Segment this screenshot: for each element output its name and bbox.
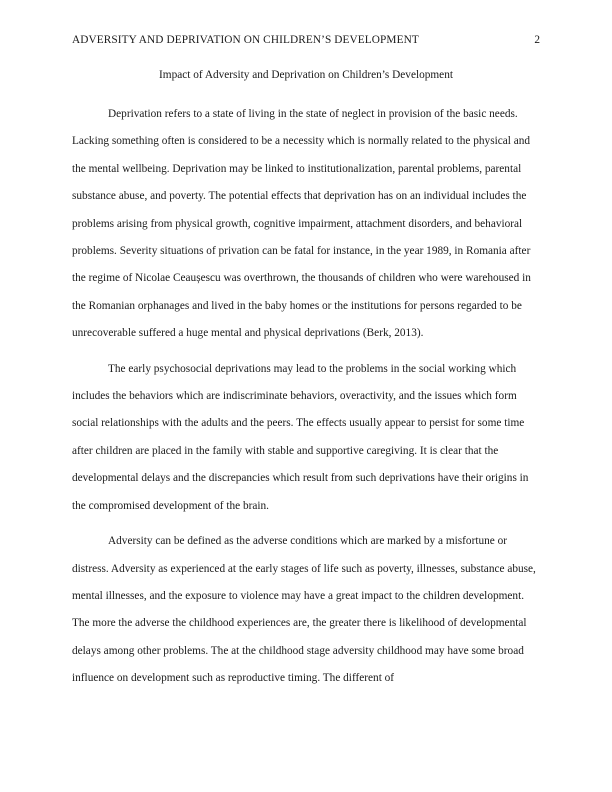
document-title: Impact of Adversity and Deprivation on Children’s Development bbox=[159, 69, 453, 81]
paragraph-psychosocial-deprivation: The early psychosocial deprivations may lead to the problems in the social working which includes the behaviors which are indiscriminate behaviors, overactivity, and the issues which form social relationships with the adults and the peers. The effects usually appear to persist for some time after children are placed in the family with stable and supportive caregiving. It is clear that the developmental delays and the discrepancies which result from such deprivations have their origins in the compromised development of the brain. bbox=[72, 362, 529, 512]
paragraph-adversity: Adversity can be defined as the adverse conditions which are marked by a misfortune or distress. Adversity as experienced at the early stages of life such as poverty, illnesses, substance abuse, mental illnesses, and the exposure to violence may have a great impact to the children development. The more the adverse the childhood experiences are, the greater there is likelihood of developmental delays among other problems. The at the childhood stage adversity childhood may have some broad influence on development such as reproductive timing. The different of bbox=[72, 535, 536, 685]
running-head: ADVERSITY AND DEPRIVATION ON CHILDREN’S DEVELOPMENT bbox=[72, 34, 419, 46]
document-body bbox=[72, 101, 540, 701]
page-number: 2 bbox=[534, 34, 540, 46]
paragraph-deprivation: Deprivation refers to a state of living in the state of neglect in provision of the basic needs. Lacking something often is considered to be a necessity which is normally related to the physical and the mental wellbeing. Deprivation may be linked to institutionalization, parental problems, parental substance abuse, and poverty. The potential effects that deprivation has on an individual includes the problems arising from physical growth, cognitive impairment, attachment disorders, and behavioral problems. Severity situations of privation can be fatal for instance, in the year 1989, in Romania after the regime of Nicolae Ceaușescu was overthrown, the thousands of children who were warehoused in the Romanian orphanages and lived in the baby homes or the institutions for persons regarded to be unrecoverable suffered a huge mental and physical deprivations (Berk, 2013). bbox=[72, 108, 531, 340]
